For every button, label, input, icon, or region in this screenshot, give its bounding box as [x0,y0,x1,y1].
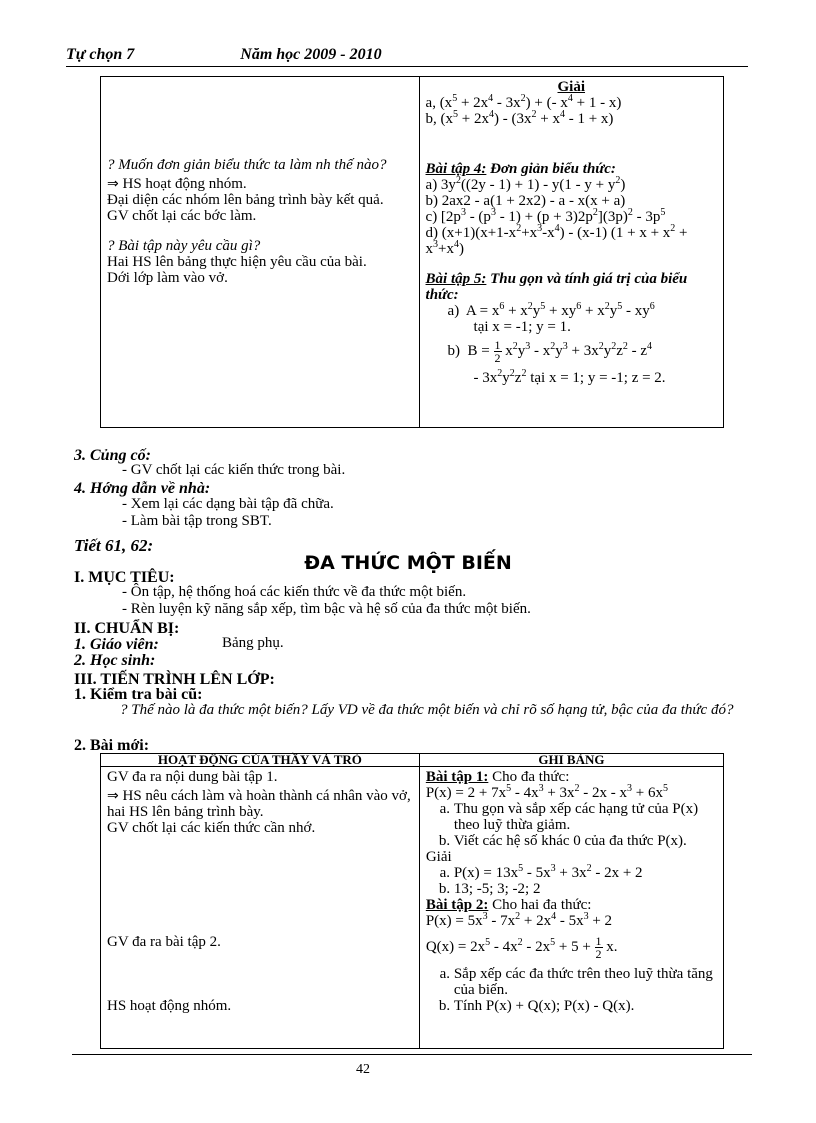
page-number: 42 [356,1062,370,1077]
bt2-q: $Q(x) = 2x^5 - 4x^2 - 2x^5 + 5$ + $\frac{1}{2}$ x. [425,934,618,961]
baimoi-title: 2. Bài mới: [74,737,150,754]
lesson-title: ĐA THỨC MỘT BIẾN [304,552,512,574]
chuanbi-title: II. CHUẨN BỊ: [74,620,180,637]
top-table-left-cell [101,77,420,428]
tientrinh-title: III. TIẾN TRÌNH LÊN LỚP: [74,671,275,688]
left-line-3: GV chốt lại các bớc làm. [107,208,257,224]
cungco-line: - GV chốt lại các kiến thức trong bài. [122,462,346,478]
bl-line-5: HS hoạt động nhóm. [107,998,232,1014]
bt2-label: Bài tập 2: [425,897,489,913]
bt2-title: Cho hai đa thức: [488,897,592,913]
implies-icon: ⇒ [107,788,119,804]
bt1-label: Bài tập 1: [425,769,489,785]
hs-label: 2. Học sinh: [74,652,156,669]
bt4-title: Đơn giản biểu thức: [486,161,616,177]
bt1-poly: $P(x) = 2 + 7x^5 - 4x^3 + 3x^2 - 2x - x^3 + 6x^5$ [425,783,669,801]
left-line-1: HS hoạt động nhóm. [122,176,247,192]
bl-line-3: GV chốt lại các kiến thức cần nhớ. [107,820,316,836]
top-table-right-cell [419,77,723,428]
bt5-b-cont: - $3x^2y^2z^2$ tại x = 1; y = -1; z = 2. [473,368,666,386]
header-left: HOẠT ĐỘNG CỦA THẦY VÀ TRÒ [101,754,420,767]
bt2-b: b. Tính P(x) + Q(x); P(x) - Q(x). [454,998,717,1014]
header-year: Năm học 2009 - 2010 [240,46,382,63]
header-rule [66,66,748,67]
cungco-title: 3. Củng cố: [74,447,151,464]
bt1-ans-a: a. $P(x) = 13x^5 - 5x^3 + 3x^2 - 2x + 2$ [454,865,717,881]
bt5-label: Bài tập 5: [425,271,487,287]
bt1-a: a. Thu gọn và sắp xếp các hạng tử của P(x) theo luỹ thừa giảm. [454,801,717,833]
bt4-label: Bài tập 4: [425,161,487,177]
ktbc-question: ? Thế nào là đa thức một biến? Lấy VD về đa thức một biến và chỉ rõ số hạng tử, bậc của đa thức đó? [120,702,734,718]
giai-heading: Giải [557,79,586,95]
expr-a: a, $(x^5 + 2x^4 - 3x^2)$ + (- $x^4 + 1 - x$) [425,93,622,111]
footer-rule [72,1054,752,1055]
bt1-ans-b: b. 13; -5; 3; -2; 2 [454,881,717,897]
left-line-4: Hai HS lên bảng thực hiện yêu cầu của bài. [107,254,367,270]
fraction-half: $\frac{1}{2}$ [595,934,602,961]
tiet-label: Tiết 61, 62: [74,536,154,555]
bl-line-1: GV đa ra nội dung bài tập 1. [107,769,278,785]
expr-b: b, $(x^5 + 2x^4) - (3x^2 + x^4 - 1 + x)$ [425,109,614,127]
bt5-b: b) B = $\frac{1}{2}$ $x^2y^3 - x^2y^3 + 3x^2y^2z^2 - z^4$ [447,338,653,365]
ktbc-title: 1. Kiểm tra bài cũ: [74,686,203,703]
bt2-p: $P(x) = 5x^3 - 7x^2 + 2x^4 - 5x^3 + 2$ [425,911,613,929]
bt1-title: Cho đa thức: [488,769,570,785]
gv-label: 1. Giáo viên: [74,636,159,653]
bt5-title: Thu gọn và tính giá trị của biểu thức: [425,271,688,303]
muctieu-line-1: - Ôn tập, hệ thống hoá các kiến thức về đa thức một biến. [122,584,467,600]
bt5-a: a) $A = x^6 + x^2y^5 + xy^6 + x^2y^5 - xy^6$ [447,301,655,319]
huongdan-line-1: - Xem lại các dạng bài tập đã chữa. [122,496,334,512]
header-right: GHI BẢNG [419,754,723,767]
header-subject: Tự chọn 7 [66,46,135,63]
bt2-a: a. Sắp xếp các đa thức trên theo luỹ thừa tăng của biến. [454,966,717,998]
bt1-b: b. Viết các hệ số khác 0 của đa thức P(x). [454,833,717,849]
fraction-half: $\frac{1}{2}$ [494,338,501,365]
muctieu-line-2: - Rèn luyện kỹ năng sắp xếp, tìm bậc và hệ số của đa thức một biến. [122,601,531,617]
muctieu-title: I. MỤC TIÊU: [74,569,175,586]
bottom-table [100,753,724,1049]
bt4-d: d) $(x+1)(x+1-x^2+x^3-x^4) - (x-1) (1 + x + x^2 + x^3+x^4)$ [425,223,688,257]
bt4-c: c) $[2p^3 - (p^3 - 1) + (p + 3)2p^2](3p)^2 - 3p^5$ [425,207,666,225]
page-header [66,46,382,64]
implies-icon: ⇒ [107,176,119,192]
left-line-5: Dới lớp làm vào vở. [107,270,228,286]
gv-materials: Bảng phụ. [222,635,284,651]
question-requirement: ? Bài tập này yêu cầu gì? [107,238,261,254]
bottom-right-cell [419,767,723,1049]
bl-line-2: HS nêu cách làm và hoàn thành cá nhân vào vở, hai HS lên bảng trình bày. [107,788,411,820]
bt4-b: b) 2ax2 - a(1 + 2x2) - a - x(x + a) [425,193,626,209]
huongdan-title: 4. Hớng dẫn về nhà: [74,480,211,497]
bt4-a: a) $3y^2((2y - 1) + 1) - y(1 - y + y^2)$ [425,175,626,193]
bottom-left-cell [101,767,420,1049]
top-table [100,76,724,428]
bl-line-4: GV đa ra bài tập 2. [107,934,221,950]
bt5-a-at: tại x = -1; y = 1. [473,319,571,335]
bt1-giai: Giải [425,849,452,865]
left-line-2: Đại diện các nhóm lên bảng trình bày kết quả. [107,192,384,208]
question-simplify: ? Muốn đơn giản biểu thức ta làm nh thế nào? [107,157,387,173]
huongdan-line-2: - Làm bài tập trong SBT. [122,513,272,529]
